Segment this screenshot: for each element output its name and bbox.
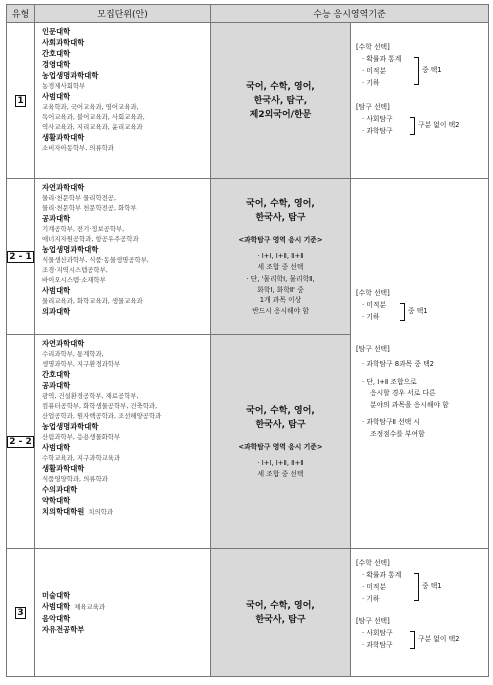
department-line: 산림과학부, 응용생물화학부 [42,433,121,441]
math-option: · 미적분 [362,583,387,591]
college-name [42,182,210,193]
table-row-type-1 [7,23,489,179]
unit-list [35,335,210,521]
inquiry-pick-label: 구분 없이 택2 [418,121,460,129]
college-label: 생활과학대학 [42,133,85,142]
college-label: 약학대학 [42,496,71,505]
college-name [42,601,210,613]
department-line: 생명과학부, 지구환경과학부 [42,360,121,368]
department-line: 기계공학부, 전기·정보공학부, [42,225,125,233]
college-label: 간호대학 [42,49,71,58]
math-selection-title: [수학 선택] [356,43,390,51]
math-selection-title: [수학 선택] [356,559,390,567]
department-line: 광역, 건설환경공학부, 재료공학부, [42,392,139,400]
admission-criteria-table [6,4,489,677]
college-label: 간호대학 [42,370,71,379]
college-name [42,91,210,102]
math-option: · 기하 [362,79,380,87]
admission-table-wrapper [6,4,488,678]
inquiry-option: · 과학탐구 [362,641,393,649]
criteria-bullet: · Ⅰ+Ⅰ, Ⅰ+Ⅱ, Ⅱ+Ⅱ [257,459,304,467]
college-label: 농업생명과학대학 [42,245,99,254]
department-line: 수학교육과, 지구과학교육과 [42,454,121,462]
college-label: 공과대학 [42,381,71,390]
math-option: · 기하 [362,595,380,603]
department-line: 수리과학부, 통계학과, [42,350,104,358]
college-label: 생활과학대학 [42,464,85,473]
unit-list [35,23,210,156]
criteria-bullet: 세 조합 중 선택 [257,469,304,478]
header-requirement: 수능 응시영역기준 [211,5,489,23]
requirement-line: 국어, 수학, 영어, [246,199,315,209]
department-line: 식품영양학과, 의류학과 [42,475,108,483]
college-name [42,37,210,48]
type-badge: 3 [17,607,24,618]
college-name [42,132,210,143]
requirement-line: 한국사, 탐구 [255,420,306,430]
math-pick-label: 중 택1 [422,582,442,590]
department-line: 조경·지역시스템공학부, [42,266,108,274]
brace-bracket [410,117,415,135]
type-badge: 2 - 1 [9,251,32,262]
math-option: · 확률과 통계 [362,571,402,579]
unit-cell [35,335,211,549]
option-cell [351,549,489,677]
inquiry-rule: · 과학탐구 8과목 중 택2 [362,360,434,368]
college-name [42,506,210,518]
college-label: 인문대학 [42,27,71,36]
requirement-line: 한국사, 탐구 [255,213,306,223]
science-criteria-title: <과학탐구 영역 응시 기준> [238,443,323,451]
option-cell [351,179,489,549]
college-name [42,463,210,474]
college-name [42,495,210,506]
college-label: 치의학대학원 [42,507,85,516]
college-label: 자연과학대학 [42,339,85,348]
math-option: · 확률과 통계 [362,55,402,63]
college-label: 자연과학대학 [42,183,85,192]
college-label: 사범대학 [42,443,71,452]
college-label: 사범대학 [42,92,71,101]
unit-cell [35,549,211,677]
type-cell [7,179,35,335]
requirement-line: 한국사, 탐구, [253,95,308,106]
college-label: 수의과대학 [42,485,78,494]
criteria-bullet: · 단, '물리학Ⅰ, 물리학Ⅱ, [246,275,315,283]
inquiry-pick-label: 구분 없이 택2 [418,635,460,643]
college-name [42,48,210,59]
brace-bracket [414,573,419,601]
college-name [42,613,210,624]
department-inline: 체육교육과 [74,603,106,611]
brace-bracket [410,631,415,649]
department-line: 물리교육과, 화학교육과, 생물교육과 [42,297,143,305]
requirement-line: 제2외국어/한문 [249,109,312,120]
requirement-cell [211,549,351,677]
math-selection-title: [수학 선택] [356,289,390,297]
requirement-cell [211,179,351,335]
criteria-bullet: 화학Ⅰ, 화학Ⅱ' 중 [257,285,304,294]
college-name [42,338,210,349]
college-name [42,306,210,317]
college-label: 농업생명과학대학 [42,422,99,431]
criteria-bullet: 반드시 응시해야 함 [252,306,309,315]
type-cell [7,335,35,549]
department-line: 산업공학과, 원자핵공학과, 조선해양공학과 [42,412,162,420]
unit-cell [35,179,211,335]
brace-bracket [414,57,419,85]
college-label: 경영대학 [42,60,71,69]
math-pick-label: 중 택1 [408,307,428,315]
college-name [42,624,210,635]
requirement-line: 국어, 수학, 영어, [246,81,315,92]
college-label: 자유전공학부 [42,625,85,634]
college-name [42,285,210,296]
math-option: · 미적분 [362,67,387,75]
type-cell [7,549,35,677]
department-line: 농경제사회학부 [42,82,86,90]
math-pick-label: 중 택1 [422,66,442,74]
inquiry-option: · 사회탐구 [362,115,393,123]
requirement-cell [211,335,351,549]
inquiry-option: · 사회탐구 [362,629,393,637]
criteria-bullet: 세 조합 중 선택 [257,262,304,271]
criteria-bullet: 1개 과목 이상 [259,296,302,304]
department-line: 컴퓨터공학부, 화학생물공학부, 건축학과, [42,402,158,410]
college-name [42,442,210,453]
requirement-cell [211,23,351,179]
inquiry-rule: · 단, Ⅰ+Ⅱ 조합으로 [362,377,417,386]
department-line: 역사교육과, 지리교육과, 윤리교육과 [42,123,143,131]
brace-bracket [400,303,405,321]
requirement-line: 한국사, 탐구 [255,614,306,625]
college-label: 음악대학 [42,614,71,623]
type-cell [7,23,35,179]
college-name [42,484,210,495]
department-line: 식물생산과학부, 식품·동물생명공학부, [42,256,149,264]
college-label: 사범대학 [42,286,71,295]
department-line: 독어교육과, 불어교육과, 사회교육과, [42,113,145,121]
inquiry-rule: 조정점수를 부여함 [370,429,425,438]
college-name [42,59,210,70]
college-name [42,590,210,601]
science-criteria-title: <과학탐구 영역 응시 기준> [238,236,323,244]
requirement-line: 국어, 수학, 영어, [246,600,315,611]
college-label: 사회과학대학 [42,38,85,47]
department-line: 에너지자원공학과, 항공우주공학과 [42,235,139,243]
requirement-line: 국어, 수학, 영어, [246,406,315,416]
college-name [42,70,210,81]
college-label: 농업생명과학대학 [42,71,99,80]
inquiry-option: · 과학탐구 [362,127,393,135]
college-name [42,380,210,391]
inquiry-selection-title: [탐구 선택] [356,345,390,353]
college-label: 사범대학 [42,602,71,611]
unit-list [35,179,210,320]
college-label: 공과대학 [42,214,71,223]
table-header-row [7,5,489,23]
inquiry-selection-title: [탐구 선택] [356,103,390,111]
department-inline: 치의학과 [88,508,113,516]
header-type: 유형 [7,5,35,23]
college-label: 의과대학 [42,307,71,316]
department-line: 교육학과, 국어교육과, 영어교육과, [42,103,139,111]
table-row-type-2-1 [7,179,489,335]
inquiry-rule: · 과학탐구Ⅱ 선택 시 [362,418,420,426]
unit-cell [35,23,211,179]
option-cell [351,23,489,179]
inquiry-rule: 분야의 과목을 응시해야 함 [370,400,449,409]
department-line: 소비자아동학부, 의류학과 [42,144,114,152]
department-line: 물리·천문학부 천문학전공, 화학부 [42,204,137,212]
college-name [42,244,210,255]
college-name [42,26,210,37]
inquiry-rule: 응시할 경우 서로 다른 [370,389,436,397]
college-label: 미술대학 [42,591,71,600]
header-unit: 모집단위(안) [35,5,211,23]
college-name [42,213,210,224]
criteria-bullet: · Ⅰ+Ⅰ, Ⅰ+Ⅱ, Ⅱ+Ⅱ [257,252,304,260]
college-name [42,369,210,380]
math-option: · 미적분 [362,301,387,309]
type-badge: 2 - 2 [9,436,32,447]
department-line: 물리·천문학부 물리학전공, [42,194,117,202]
college-name [42,421,210,432]
inquiry-selection-title: [탐구 선택] [356,617,390,625]
math-option: · 기하 [362,313,380,321]
type-badge: 1 [17,95,24,106]
unit-list [35,587,210,638]
department-line: 바이오시스템·소재학부 [42,276,106,284]
table-row-type-3 [7,549,489,677]
